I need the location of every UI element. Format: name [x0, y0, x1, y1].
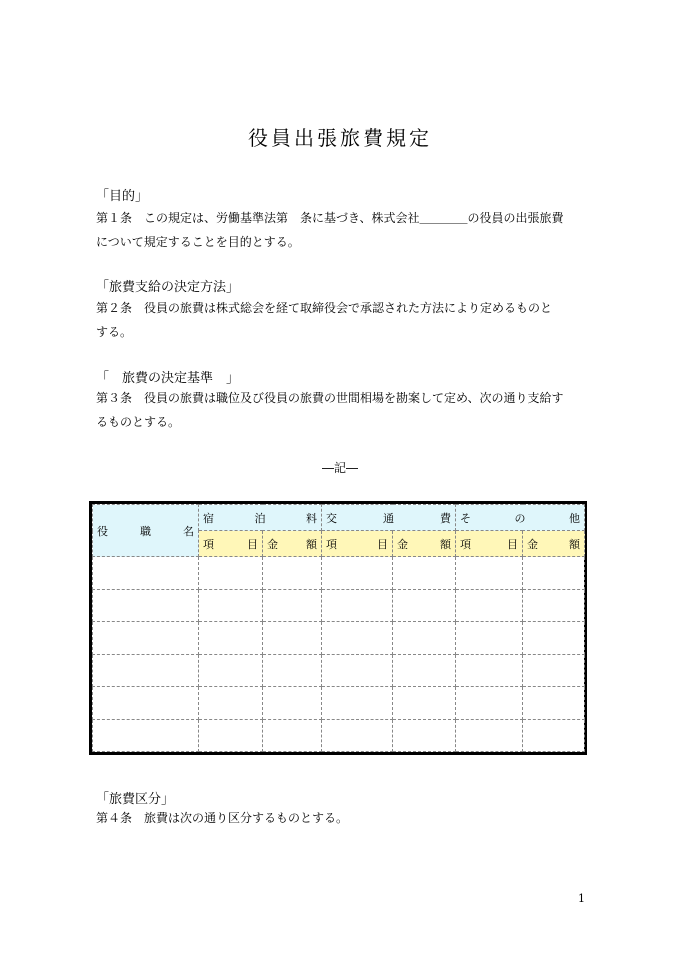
article-1-line-1: 第１条 この規定は、労働基準法第 条に基づき、株式会社＿＿＿＿の役員の出張旅費	[96, 211, 564, 225]
role-header-cell	[93, 505, 199, 557]
table-row	[93, 622, 585, 655]
article-1-line-2: について規定することを目的とする。	[96, 235, 300, 249]
article-2	[96, 296, 592, 344]
article-2-line-2: する。	[96, 325, 133, 339]
travel-expense-table	[89, 501, 587, 755]
lodging-header: 宿 泊 料	[199, 505, 322, 531]
table-row	[93, 719, 585, 752]
table-row	[93, 654, 585, 687]
other-item-header: 項 目	[456, 531, 523, 557]
article-1	[96, 206, 592, 254]
transport-item-header: 項 目	[322, 531, 393, 557]
heading-expense-classification: 「旅費区分」	[96, 792, 175, 807]
other-amount-header: 金 額	[523, 531, 585, 557]
article-3-line-2: るものとする。	[96, 415, 181, 429]
expense-grid	[92, 504, 585, 752]
role-header: 役 職 名	[97, 524, 194, 538]
article-2-line-1: 第２条 役員の旅費は株式総会を経て取締役会で承認された方法により定めるものと	[96, 301, 553, 315]
lodging-amount-header: 金 額	[263, 531, 322, 557]
table-row	[93, 557, 585, 590]
transport-amount-header: 金 額	[393, 531, 456, 557]
heading-purpose: 「目的」	[96, 189, 149, 204]
other-header: そ の 他	[456, 505, 585, 531]
article-3-line-1: 第３条 役員の旅費は職位及び役員の旅費の世間相場を勘案して定め、次の通り支給す	[96, 391, 564, 405]
heading-decision-method: 「旅費支給の決定方法」	[96, 280, 240, 295]
heading-decision-criteria: 「 旅費の決定基準 」	[96, 371, 240, 386]
ki-label: ―記―	[321, 461, 358, 475]
article-4-line-1: 第４条 旅費は次の通り区分するものとする。	[96, 811, 349, 825]
lodging-item-header: 項 目	[199, 531, 263, 557]
page-number: 1	[578, 892, 585, 905]
table-row	[93, 589, 585, 622]
page-title: 役員出張旅費規定	[248, 126, 432, 150]
article-3	[96, 386, 592, 434]
article-4	[96, 806, 592, 830]
table-row	[93, 687, 585, 720]
transport-header: 交 通 費	[322, 505, 456, 531]
